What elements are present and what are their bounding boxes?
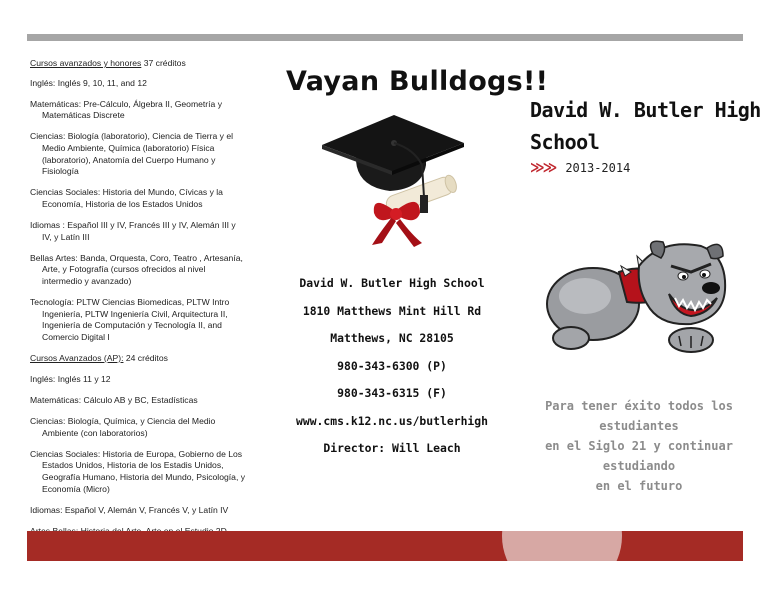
school-title-line1: David W. Butler High bbox=[530, 98, 761, 122]
contact-block bbox=[292, 270, 492, 463]
ap-credits: 24 créditos bbox=[123, 352, 168, 363]
school-year-text: 2013-2014 bbox=[565, 161, 631, 175]
school-title bbox=[530, 94, 761, 158]
contact-city: Matthews, NC 28105 bbox=[330, 331, 454, 345]
course-item: Ciencias: Biología (laboratorio), Ciencia de Tierra y el Medio Ambiente, Química (laboratorio) Física (laboratorio), Anatomía del Cuerpo Humano y Fisiología bbox=[30, 131, 234, 177]
course-item: Ciencias Sociales: Historia de Europa, Gobierno de Los Estados Unidos, Historia de los Estadis Unidos, Geografía Humano, Historia del Mundo, Psicología, y Economía (Micro) bbox=[30, 448, 246, 494]
decorative-circle bbox=[502, 531, 622, 561]
top-divider bbox=[27, 34, 743, 41]
course-item: Inglés: Inglés 11 y 12 bbox=[30, 373, 111, 384]
graduation-cap-icon bbox=[318, 109, 468, 249]
school-year bbox=[530, 160, 630, 176]
course-item: Bellas Artes: Banda, Orquesta, Coro, Teatro , Artesanía, Arte, y Fotografía (cursos ofrecidos al nivel intermedio y avanzado) bbox=[30, 252, 243, 286]
bulldog-mascot-icon bbox=[541, 232, 731, 357]
course-item: Tecnología: PLTW Ciencias Biomedicas, PLTW Intro Ingeniería, PLTW Ingeniería Civil, Arquitectura II, Ingeniería de Computación y Tecnología II, and Comercio Digital I bbox=[30, 296, 230, 342]
motto-line: en el Siglo 21 y continuar estudiando bbox=[545, 439, 733, 473]
motto bbox=[530, 396, 748, 496]
course-list bbox=[30, 58, 245, 558]
course-item: Ciencias Sociales: Historia del Mundo, Cívicas y la Economía, Historia de los Estados Unidos bbox=[30, 187, 223, 209]
honors-credits: 37 créditos bbox=[141, 58, 186, 68]
motto-line: Para tener éxito todos los estudiantes bbox=[545, 399, 733, 433]
double-arrow-icon: ≫≫ bbox=[530, 160, 556, 176]
motto-line: en el futuro bbox=[595, 479, 683, 493]
contact-director: Director: Will Leach bbox=[323, 441, 461, 455]
course-item: Idiomas : Español III y IV, Francés III y IV, Alemán III y IV, y Latín III bbox=[30, 219, 236, 242]
contact-fax: 980-343-6315 (F) bbox=[337, 386, 447, 400]
contact-phone: 980-343-6300 (P) bbox=[337, 358, 447, 373]
school-title-line2: School bbox=[530, 130, 600, 154]
course-item: Matemáticas: Pre-Cálculo, Álgebra II, Geometría y Matemáticas Discrete bbox=[30, 98, 222, 121]
headline: Vayan Bulldogs!! bbox=[286, 66, 549, 97]
contact-website: www.cms.k12.nc.us/butlerhigh bbox=[295, 413, 489, 428]
course-item: Idiomas: Español V, Alemán V, Francés V, y Latín IV bbox=[30, 504, 229, 515]
contact-school-name: David W. Butler High School bbox=[299, 276, 485, 290]
section-honors-heading bbox=[30, 58, 245, 70]
course-item: Ciencias: Biología, Química, y Ciencia del Medio Ambiente (con laboratorios) bbox=[30, 416, 216, 438]
course-item: Matemáticas: Cálculo AB y BC, Estadísticas bbox=[30, 394, 198, 405]
ap-heading-text: Cursos Avanzados (AP): bbox=[30, 352, 124, 363]
section-ap-heading bbox=[30, 353, 245, 365]
honors-heading-text: Cursos avanzados y honores bbox=[30, 58, 142, 68]
course-item: Inglés: Inglés 9, 10, 11, and 12 bbox=[30, 77, 147, 88]
contact-address: 1810 Matthews Mint Hill Rd bbox=[302, 303, 482, 318]
bottom-band bbox=[27, 531, 743, 561]
